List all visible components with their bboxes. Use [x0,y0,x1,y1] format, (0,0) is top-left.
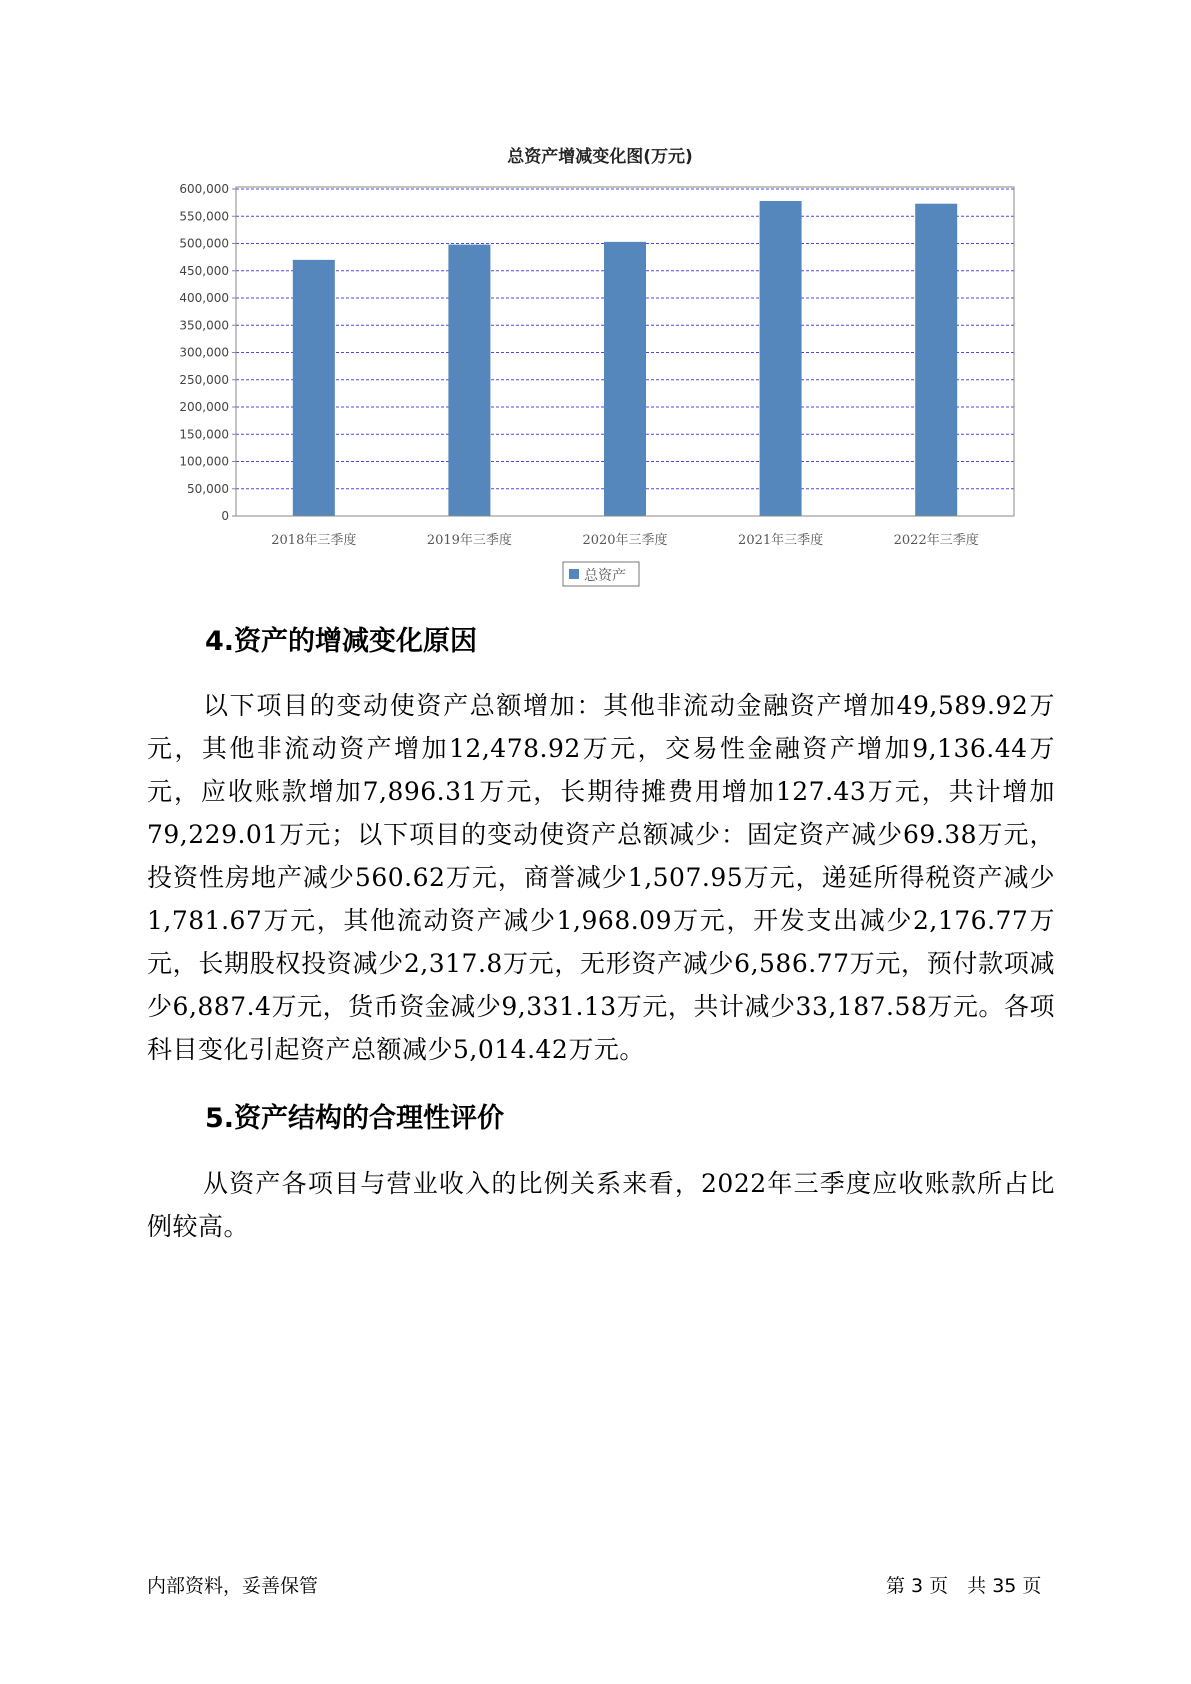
y-tick-label: 600,000 [179,182,229,196]
chart-title: 总资产增减变化图(万元) [507,147,693,167]
chart-x-axis [271,532,978,548]
y-tick-label: 0 [221,509,229,523]
section-4-heading: 4.资产的增减变化原因 [205,626,478,657]
footer-confidential-note: 内部资料，妥善保管 [147,1575,319,1597]
y-tick-label: 500,000 [179,236,229,251]
x-tick-label: 2021年三季度 [738,533,824,548]
y-tick-label: 50,000 [187,481,229,496]
x-tick-label: 2019年三季度 [426,533,512,548]
x-tick-label: 2020年三季度 [582,533,668,548]
y-tick-label: 550,000 [179,209,229,224]
y-tick-label: 150,000 [179,427,229,442]
y-tick-label: 350,000 [179,318,229,333]
bar [604,242,646,516]
legend-swatch [569,569,579,579]
y-tick-label: 200,000 [179,400,229,414]
y-tick-label: 300,000 [179,345,229,360]
chart-y-axis [179,182,236,523]
section-4-body: 以下项目的变动使资产总额增加：其他非流动金融资产增加49,589.92万元，其他非流动资产增加12,478.92万元，交易性金融资产增加9,136.44万元，应收账款增加7,896.31万元，长期待摊费用增加127.43万元，共计增加79,229.01万元；以下项目的变动使资产总额减少：固定资产减少69.38万元，投资性房地产减少560.62万元，商誉减少1,507.95万元，递延所得税资产减少1,781.67万元，其他流动资产减少1,968.09万元，开发支出减少2,176.77万元，长期股权投资减少2,317.8万元，无形资产减少6,586.77万元，预付款项减少6,887.4万元，货币资金减少9,331.13万元，共计减少33,187.58万元。各项科目变化引起资产总额减少5,014.42万元。 [147,691,1055,1064]
section-5-heading: 5.资产结构的合理性评价 [205,1103,505,1134]
y-tick-label: 100,000 [179,454,229,469]
y-tick-label: 450,000 [179,263,229,278]
section-5-body: 从资产各项目与营业收入的比例关系来看，2022年三季度应收账款所占比例较高。 [147,1169,1055,1241]
bar [293,260,335,516]
bar [915,204,957,516]
footer-page-number: 第 3 页 共 35 页 [886,1575,1042,1597]
bar [760,201,802,516]
legend-label: 总资产 [584,568,626,584]
y-tick-label: 250,000 [179,372,229,387]
chart-legend [563,562,639,586]
x-tick-label: 2018年三季度 [271,533,357,548]
x-tick-label: 2022年三季度 [893,533,979,548]
chart-bars [293,201,957,516]
bar [448,245,490,516]
y-tick-label: 400,000 [179,291,229,305]
total-assets-chart [0,0,1191,600]
